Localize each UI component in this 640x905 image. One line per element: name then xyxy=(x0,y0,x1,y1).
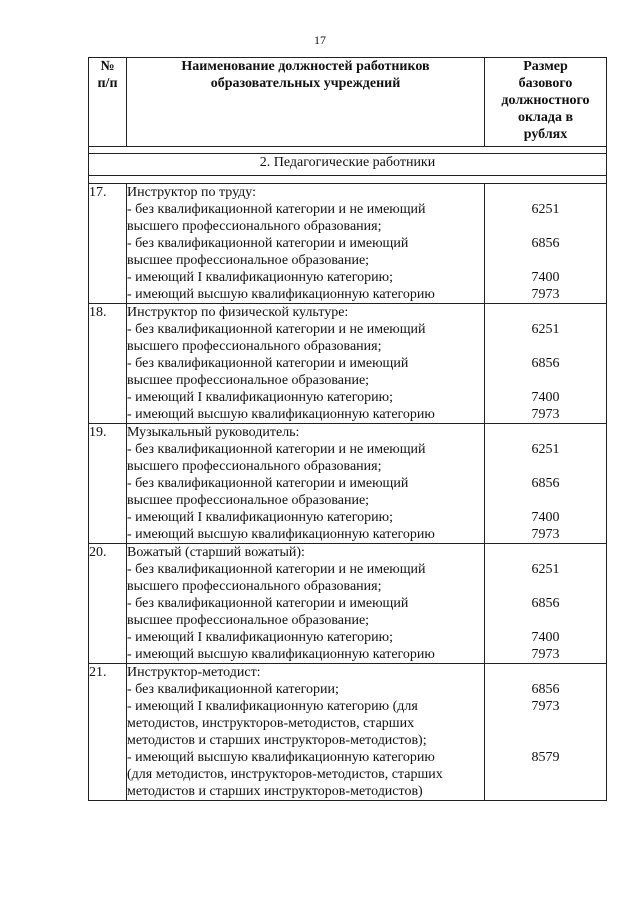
position-title: Инструктор-методист: xyxy=(127,665,261,680)
category-line: высшего профессионального образования; xyxy=(127,459,382,474)
category-line: - без квалификационной категории и имеющий xyxy=(127,596,409,611)
category-line: - имеющий I квалификационную категорию; xyxy=(127,270,393,285)
salary-value xyxy=(485,372,606,389)
salary-value: 7973 xyxy=(531,287,560,302)
position-description xyxy=(127,424,485,544)
salary-value xyxy=(485,458,606,475)
position-title: Музыкальный руководитель: xyxy=(127,425,300,440)
salary-value xyxy=(485,732,606,749)
section-row xyxy=(89,154,607,176)
category-line: - имеющий высшую квалификационную категорию xyxy=(127,647,435,662)
salary-value: 6251 xyxy=(531,442,560,457)
position-description xyxy=(127,304,485,424)
salary-value: 7400 xyxy=(531,390,560,405)
salary-value: 6856 xyxy=(531,596,560,611)
position-title: Инструктор по труду: xyxy=(127,185,257,200)
salary-cell xyxy=(485,184,607,304)
salary-value: 6856 xyxy=(531,476,560,491)
category-line: - без квалификационной категории; xyxy=(127,682,339,697)
table-row xyxy=(89,184,607,304)
salary-value xyxy=(485,612,606,629)
row-number: 19. xyxy=(89,424,127,544)
position-description xyxy=(127,664,485,801)
salary-value: 6856 xyxy=(531,236,560,251)
category-line: методистов и старших инструкторов-методистов); xyxy=(127,733,427,748)
category-line: высшее профессиональное образование; xyxy=(127,493,370,508)
salary-cell xyxy=(485,304,607,424)
salary-table xyxy=(88,57,607,801)
salary-value xyxy=(485,766,606,783)
category-line: высшее профессиональное образование; xyxy=(127,373,370,388)
salary-value xyxy=(485,338,606,355)
salary-value: 6251 xyxy=(531,322,560,337)
salary-value: 8579 xyxy=(531,750,560,765)
salary-value: 6251 xyxy=(531,202,560,217)
salary-cell xyxy=(485,544,607,664)
category-line: - без квалификационной категории и не имеющий xyxy=(127,442,426,457)
category-line: - имеющий высшую квалификационную категорию xyxy=(127,407,435,422)
salary-value: 6251 xyxy=(531,562,560,577)
salary-value xyxy=(485,252,606,269)
spacer-row xyxy=(89,147,607,154)
category-line: (для методистов, инструкторов-методистов, старших xyxy=(127,767,443,782)
salary-cell xyxy=(485,664,607,801)
category-line: - без квалификационной категории и не имеющий xyxy=(127,562,426,577)
row-number: 17. xyxy=(89,184,127,304)
gap-row xyxy=(89,176,607,184)
row-number: 20. xyxy=(89,544,127,664)
category-line: - без квалификационной категории и не имеющий xyxy=(127,202,426,217)
page-number: 17 xyxy=(314,33,326,47)
category-line: - имеющий высшую квалификационную категорию xyxy=(127,750,435,765)
section-title: 2. Педагогические работники xyxy=(89,154,607,176)
category-line: - имеющий I квалификационную категорию; xyxy=(127,630,393,645)
salary-value: 7973 xyxy=(531,647,560,662)
salary-value: 7973 xyxy=(531,407,560,422)
category-line: методистов и старших инструкторов-методистов) xyxy=(127,784,423,799)
table-row xyxy=(89,424,607,544)
position-description xyxy=(127,184,485,304)
category-line: высшего профессионального образования; xyxy=(127,219,382,234)
salary-value: 7400 xyxy=(531,270,560,285)
category-line: - имеющий I квалификационную категорию (для xyxy=(127,699,418,714)
salary-value xyxy=(485,578,606,595)
category-line: - имеющий высшую квалификационную категорию xyxy=(127,527,435,542)
category-line: высшего профессионального образования; xyxy=(127,579,382,594)
salary-value: 7400 xyxy=(531,510,560,525)
salary-value xyxy=(485,715,606,732)
salary-value: 7973 xyxy=(531,527,560,542)
table-row xyxy=(89,664,607,801)
salary-value xyxy=(485,783,606,800)
category-line: - имеющий высшую квалификационную категорию xyxy=(127,287,435,302)
category-line: высшее профессиональное образование; xyxy=(127,613,370,628)
row-number: 21. xyxy=(89,664,127,801)
salary-value: 6856 xyxy=(531,682,560,697)
salary-value xyxy=(485,218,606,235)
category-line: - без квалификационной категории и не имеющий xyxy=(127,322,426,337)
header-salary: Размер базового должностного оклада в рублях xyxy=(485,58,607,147)
position-description xyxy=(127,544,485,664)
salary-value: 7973 xyxy=(531,699,560,714)
category-line: высшего профессионального образования; xyxy=(127,339,382,354)
row-number: 18. xyxy=(89,304,127,424)
position-title: Вожатый (старший вожатый): xyxy=(127,545,305,560)
table-row xyxy=(89,544,607,664)
salary-value xyxy=(485,492,606,509)
table-header-row xyxy=(89,58,607,147)
category-line: высшее профессиональное образование; xyxy=(127,253,370,268)
table-row xyxy=(89,304,607,424)
salary-cell xyxy=(485,424,607,544)
category-line: - без квалификационной категории и имеющий xyxy=(127,476,409,491)
header-position-name: Наименование должностей работников образовательных учреждений xyxy=(127,58,485,147)
header-number: № п/п xyxy=(89,58,127,147)
salary-value: 6856 xyxy=(531,356,560,371)
category-line: - без квалификационной категории и имеющий xyxy=(127,236,409,251)
category-line: - имеющий I квалификационную категорию; xyxy=(127,510,393,525)
category-line: методистов, инструкторов-методистов, старших xyxy=(127,716,415,731)
category-line: - без квалификационной категории и имеющий xyxy=(127,356,409,371)
category-line: - имеющий I квалификационную категорию; xyxy=(127,390,393,405)
position-title: Инструктор по физической культуре: xyxy=(127,305,349,320)
salary-value: 7400 xyxy=(531,630,560,645)
